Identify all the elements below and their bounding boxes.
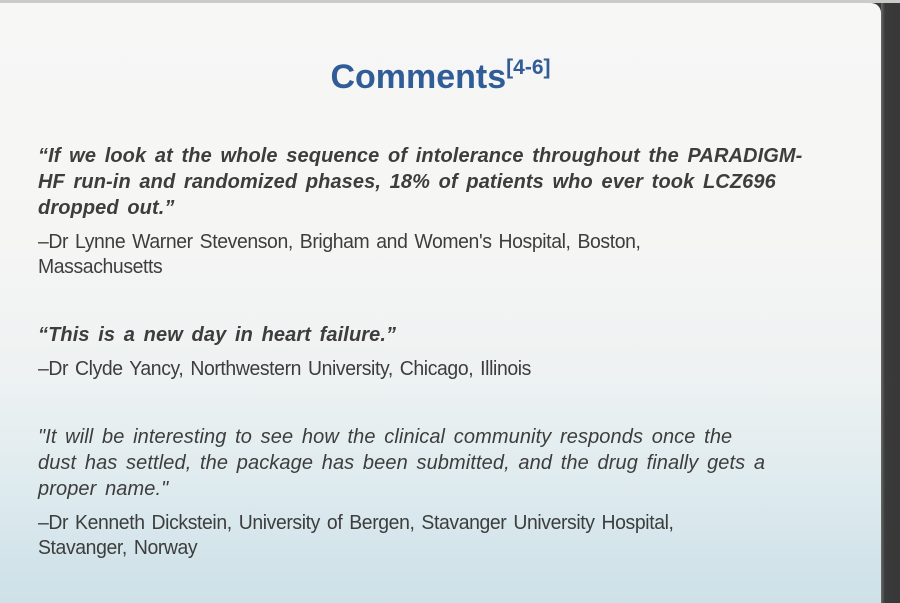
letterbox-bar [881,3,900,603]
quote-text [38,143,867,221]
title-citation: [4-6] [506,55,551,79]
quote-line: dropped out.” [38,197,175,219]
quote-line: proper name." [38,478,169,500]
quote-attribution [38,511,867,561]
attribution-line: Stavanger, Norway [38,537,198,559]
quote-attribution [38,357,867,382]
quote-line: HF run-in and randomized phases, 18% of patients who ever took LCZ696 [38,171,776,193]
quote-block-dickstein [38,424,867,561]
quote-line: “This is a new day in heart failure.” [38,324,397,346]
slide-body [0,143,881,561]
quote-attribution [38,230,867,280]
quote-line: “If we look at the whole sequence of intolerance throughout the PARADIGM- [38,145,803,167]
quote-line: dust has settled, the package has been submitted, and the drug finally gets a [38,452,766,474]
attribution-line: –Dr Lynne Warner Stevenson, Brigham and Women's Hospital, Boston, [38,231,641,253]
quote-block-yancy [38,322,867,382]
attribution-line: –Dr Clyde Yancy, Northwestern University, Chicago, Illinois [38,358,531,380]
attribution-line: –Dr Kenneth Dickstein, University of Bergen, Stavanger University Hospital, [38,512,674,534]
attribution-line: Massachusetts [38,256,163,278]
quote-text [38,424,867,502]
quote-text [38,322,867,348]
quote-block-stevenson [38,143,867,280]
quote-line: "It will be interesting to see how the clinical community responds once the [38,426,733,448]
slide-title [0,3,881,97]
frame-top-edge [0,0,900,3]
title-text: Comments [330,58,507,96]
presentation-slide [0,3,881,603]
